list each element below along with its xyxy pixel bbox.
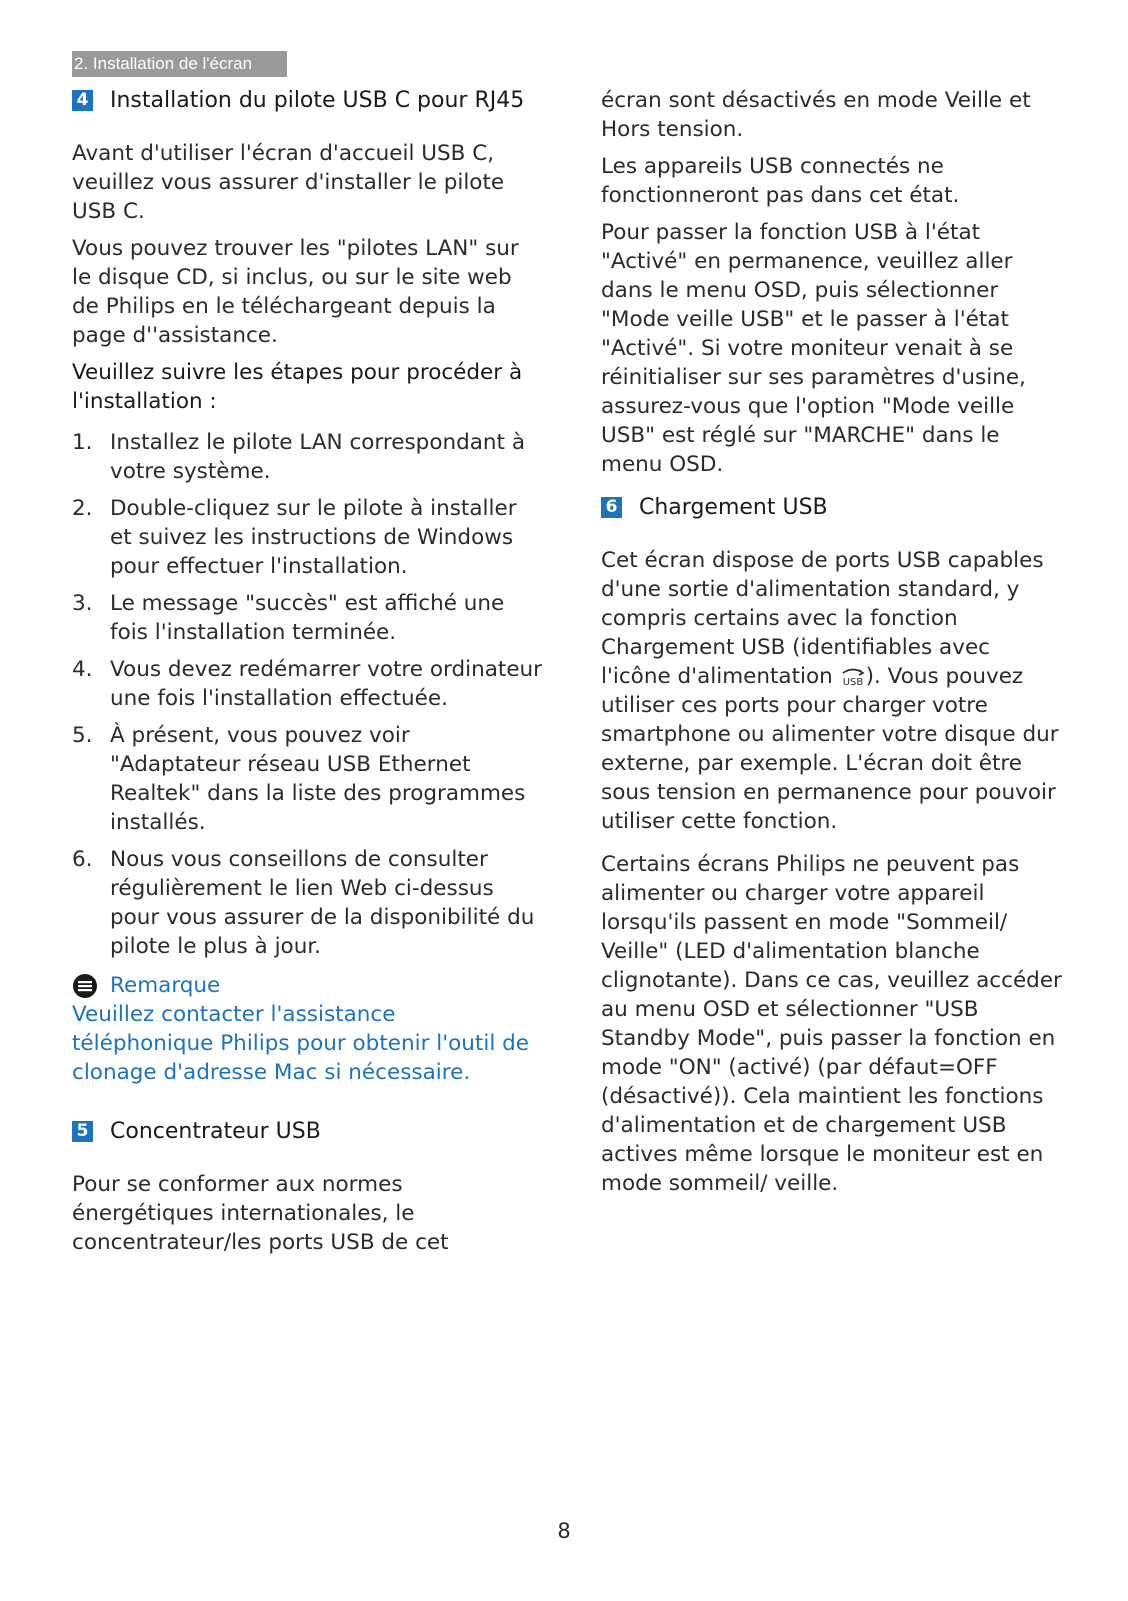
note-icon <box>72 973 98 999</box>
list-item <box>72 589 542 647</box>
step-number: 3. <box>72 591 93 616</box>
paragraph: écran sont désactivés en mode Veille et Hors tension. <box>601 88 1031 142</box>
list-item <box>72 428 542 486</box>
step-number: 2. <box>72 496 93 521</box>
usb-charge-icon <box>840 665 866 687</box>
step-text: Vous devez redémarrer votre ordinateur une fois l'installation effectuée. <box>110 657 543 711</box>
step-text: Le message "succès" est affiché une fois l'installation terminée. <box>110 591 505 645</box>
paragraph: Pour se conformer aux normes énergétiques internationales, le concentrateur/les ports USB de cet <box>72 1172 449 1255</box>
paragraph: Avant d'utiliser l'écran d'accueil USB C, veuillez vous assurer d'installer le pilote USB C. <box>72 141 505 224</box>
note-box <box>72 971 542 1087</box>
step-number: 1. <box>72 430 93 455</box>
section-title: Installation du pilote USB C pour RJ45 <box>110 88 525 113</box>
section-number-badge: 4 <box>72 90 93 111</box>
paragraph: Vous pouvez trouver les "pilotes LAN" sur le disque CD, si inclus, ou sur le site web de Philips en le téléchargeant depuis la page d''assistance. <box>72 236 519 348</box>
paragraph: Les appareils USB connectés ne fonctionneront pas dans cet état. <box>601 154 960 208</box>
right-column <box>601 86 1063 1206</box>
section-4-heading <box>72 86 542 115</box>
step-number: 6. <box>72 847 93 872</box>
step-number: 4. <box>72 657 93 682</box>
step-number: 5. <box>72 723 93 748</box>
svg-text:USB: USB <box>842 677 863 687</box>
section-number-badge: 5 <box>72 1121 93 1142</box>
step-text: Double-cliquez sur le pilote à installer et suivez les instructions de Windows pour effectuer l'installation. <box>110 496 517 579</box>
list-item <box>72 655 542 713</box>
page-number: 8 <box>557 1519 571 1543</box>
steps-intro: Veuillez suivre les étapes pour procéder à l'installation : <box>72 360 523 414</box>
paragraph: Pour passer la fonction USB à l'état "Activé" en permanence, veuillez aller dans le menu OSD, puis sélectionner "Mode veille USB" et le passer à l'état "Activé". Si votre moniteur venait à se réinitialiser sur ses paramètres d'usine, assurez-vous que l'option "Mode veille USB" est réglé sur "MARCHE" dans le menu OSD. <box>601 220 1026 477</box>
note-heading <box>72 971 542 1000</box>
section-title: Chargement USB <box>639 495 828 520</box>
list-item <box>72 721 542 837</box>
list-item <box>72 494 542 581</box>
note-title: Remarque <box>110 973 221 998</box>
section-6-heading <box>601 493 1063 522</box>
section-title: Concentrateur USB <box>110 1119 321 1144</box>
text-run: ). Vous pouvez utiliser ces ports pour charger votre smartphone ou alimenter votre disque dur externe, par exemple. L'écran doit être sous tension en permanence pour pouvoir utiliser cette fonction. <box>601 664 1059 834</box>
paragraph <box>601 546 1063 836</box>
section-number-badge: 6 <box>601 497 622 518</box>
section-header-tab: 2. Installation de l'écran <box>72 51 287 77</box>
list-item <box>72 845 542 961</box>
section-5-heading <box>72 1117 542 1146</box>
step-text: Nous vous conseillons de consulter régulièrement le lien Web ci-dessus pour vous assurer de la disponibilité du pilote le plus à jour. <box>110 847 535 959</box>
left-column <box>72 86 542 1265</box>
steps-list <box>72 428 542 961</box>
step-text: Installez le pilote LAN correspondant à votre système. <box>110 430 525 484</box>
note-text: Veuillez contacter l'assistance téléphonique Philips pour obtenir l'outil de clonage d'adresse Mac si nécessaire. <box>72 1002 530 1085</box>
step-text: À présent, vous pouvez voir "Adaptateur réseau USB Ethernet Realtek" dans la liste des programmes installés. <box>110 723 526 835</box>
text-run: Cet écran dispose de ports USB capables d'une sortie d'alimentation standard, y compris certains avec la fonction Chargement USB (identifiables avec l'icône d'alimentation <box>601 548 1044 689</box>
paragraph: Certains écrans Philips ne peuvent pas alimenter ou charger votre appareil lorsqu'ils passent en mode "Sommeil/ Veille" (LED d'alimentation blanche clignotante). Dans ce cas, veuillez accéder au menu OSD et sélectionner "USB Standby Mode", puis passer la fonction en mode "ON" (activé) (par défaut=OFF (désactivé)). Cela maintient les fonctions d'alimentation et de chargement USB actives même lorsque le moniteur est en mode sommeil/ veille. <box>601 852 1062 1196</box>
